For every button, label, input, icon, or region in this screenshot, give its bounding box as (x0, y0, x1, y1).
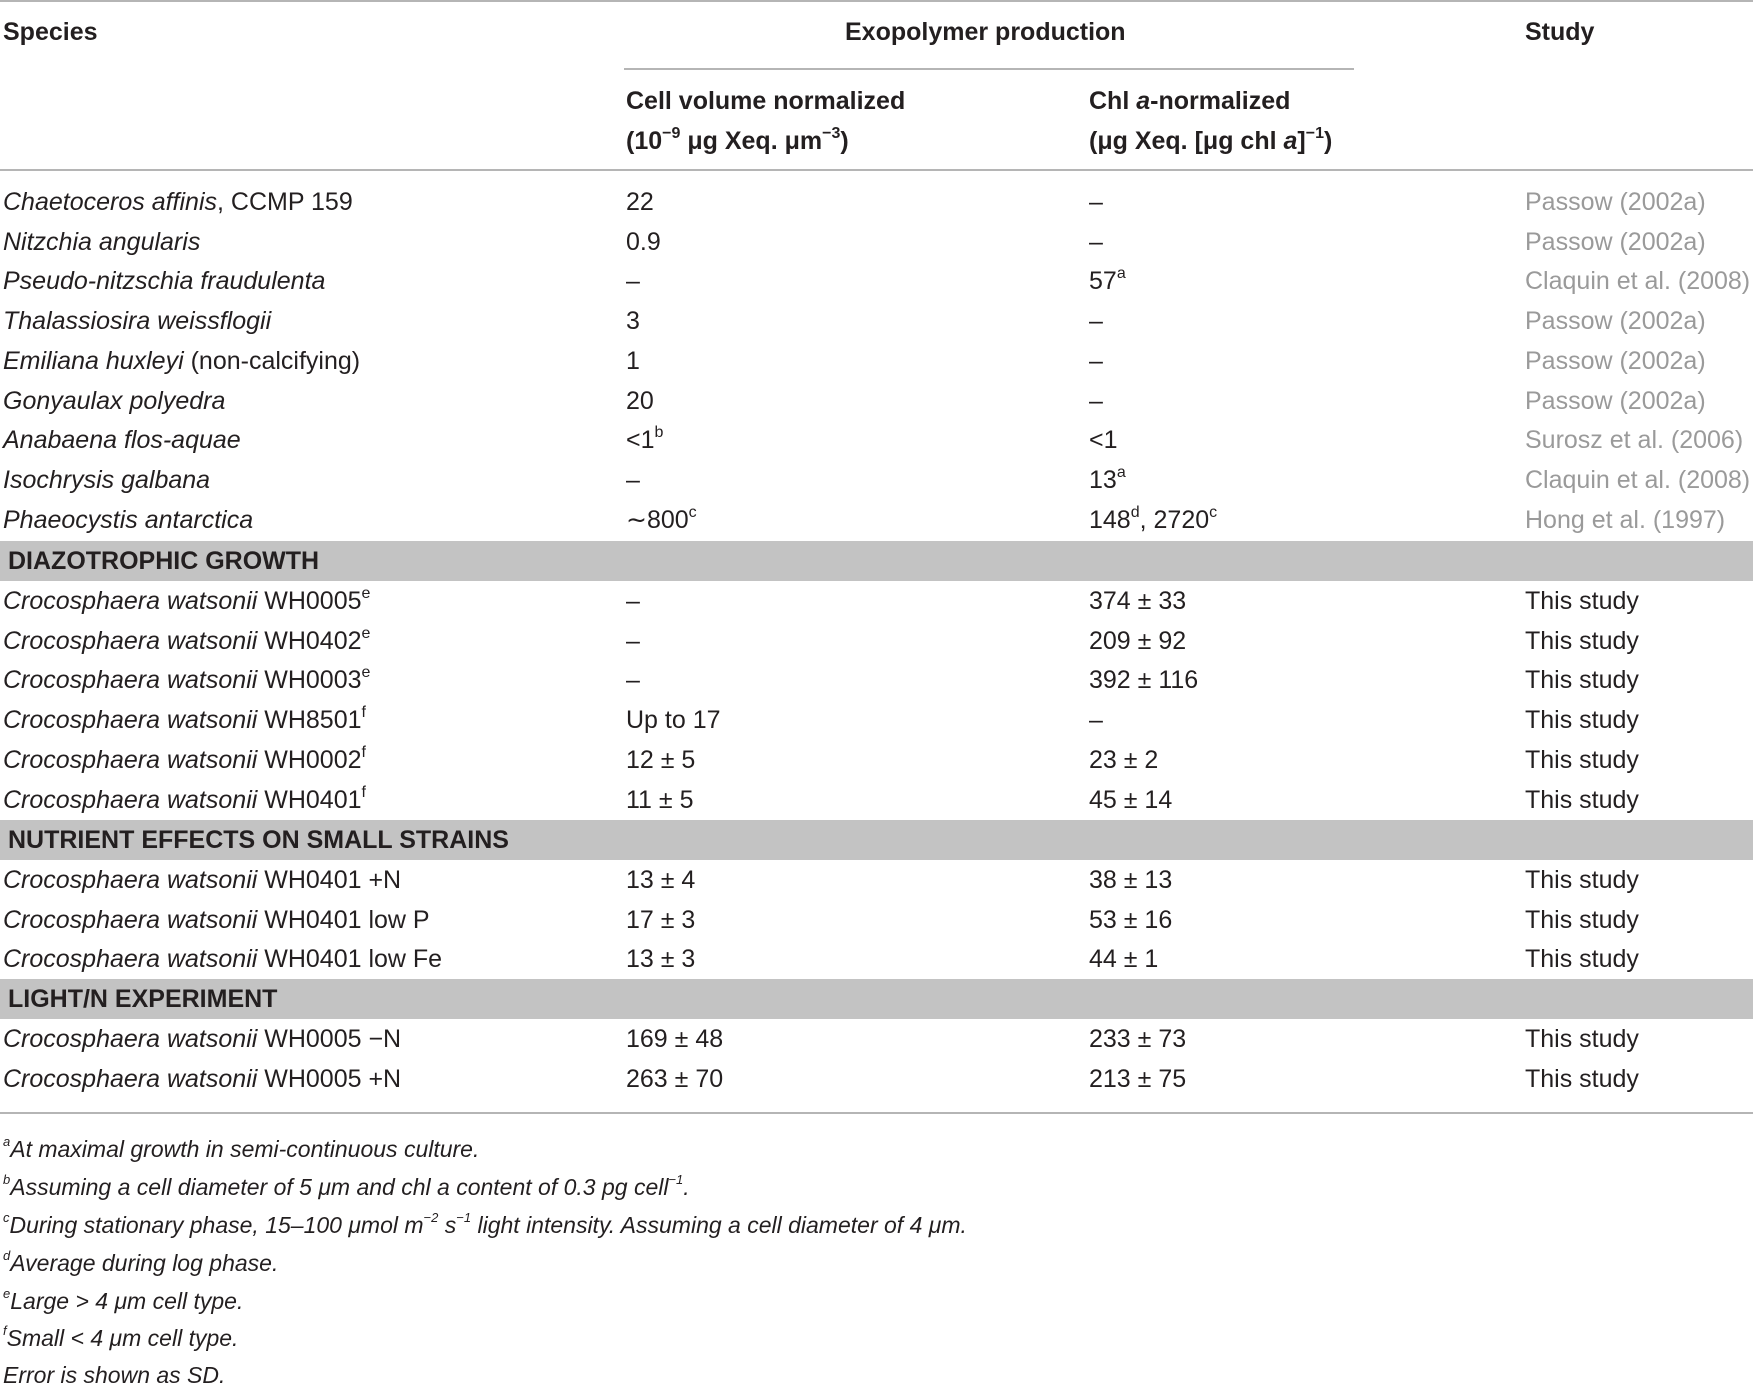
study-reference: Claquin et al. (2008) (1525, 466, 1751, 494)
study-reference: This study (1525, 866, 1639, 894)
species-name: Crocosphaera watsonii (3, 945, 258, 973)
chl-normalized-value (1089, 939, 1158, 979)
table-row (0, 381, 1753, 421)
chl-footnote-mark: a (1116, 264, 1126, 282)
study-reference: This study (1525, 906, 1639, 934)
study-reference: Passow (2002a) (1525, 307, 1706, 335)
study-reference: Passow (2002a) (1525, 347, 1706, 375)
cell-volume-value (626, 341, 640, 381)
chl-number: 57 (1089, 267, 1117, 295)
chl-normalized-value (1089, 341, 1103, 381)
species-name: Crocosphaera watsonii (3, 786, 258, 814)
chl-number: 374 ± 33 (1089, 587, 1187, 615)
species-cell (3, 660, 370, 700)
cell-volume-number: 17 ± 3 (626, 906, 696, 934)
chl-number: 44 ± 1 (1089, 945, 1159, 973)
species-name: Crocosphaera watsonii (3, 1025, 258, 1053)
cell-volume-number: 20 (626, 387, 654, 415)
species-detail: WH0005 (257, 587, 362, 615)
study-reference: Passow (2002a) (1525, 228, 1706, 256)
bottom-rule (0, 1112, 1753, 1114)
section-light-n-experiment: LIGHT/N EXPERIMENT (0, 979, 1753, 1019)
chl-normalized-value (1089, 301, 1103, 341)
table-row (0, 780, 1753, 820)
header-exopolymer-production: Exopolymer production (845, 18, 1126, 46)
header-rule (0, 169, 1753, 171)
cell-volume-number: – (626, 666, 640, 694)
cell-volume-number: – (626, 267, 640, 295)
species-name: Chaetoceros affinis (3, 188, 218, 216)
footnote-c: $^c$During stationary phase, 15–100 μmol $m^{-2}$ $s^{-1}$ light intensity. Assuming a cell diameter of 4 μm. (3, 1210, 967, 1238)
chl-number: 53 ± 16 (1089, 906, 1173, 934)
species-cell (3, 261, 325, 301)
table-row (0, 581, 1753, 621)
chl-normalized-value (1089, 860, 1172, 900)
species-footnote-mark: f (361, 783, 366, 801)
cell-volume-number: 0.9 (626, 228, 661, 256)
cell-volume-number: Up to 17 (626, 706, 721, 734)
species-cell (3, 621, 370, 661)
species-name: Nitzchia angularis (3, 228, 201, 256)
study-reference: This study (1525, 1025, 1639, 1053)
cell-volume-number: 169 ± 48 (626, 1025, 724, 1053)
cell-volume-value (626, 1019, 723, 1059)
chl-extra-footnote-mark: c (1209, 503, 1218, 521)
chl-number: – (1089, 307, 1103, 335)
species-detail: WH0401 (257, 786, 362, 814)
section-diazotrophic-growth: DIAZOTROPHIC GROWTH (0, 541, 1753, 581)
species-name: Crocosphaera watsonii (3, 627, 258, 655)
cell-volume-number: 13 ± 4 (626, 866, 696, 894)
species-cell (3, 939, 442, 979)
species-name: Crocosphaera watsonii (3, 866, 258, 894)
chl-extra-number: , 2720 (1139, 506, 1210, 534)
header-cell-volume: Cell volume normalized (626, 87, 906, 115)
species-name: Crocosphaera watsonii (3, 1065, 258, 1093)
study-reference: Claquin et al. (2008) (1525, 267, 1751, 295)
cell-volume-value (626, 860, 695, 900)
footnote-b: $^b$Assuming a cell diameter of 5 μm and chl a content of 0.3 pg cell$^{-1}$. (3, 1172, 690, 1200)
study-reference: This study (1525, 746, 1639, 774)
chl-normalized-value (1089, 581, 1186, 621)
section-nutrient-effects: NUTRIENT EFFECTS ON SMALL STRAINS (0, 820, 1753, 860)
cell-volume-value (626, 261, 640, 301)
chl-number: – (1089, 228, 1103, 256)
study-reference: This study (1525, 666, 1639, 694)
chl-number: 148 (1089, 506, 1131, 534)
cell-volume-value (626, 621, 640, 661)
species-cell (3, 581, 370, 621)
table-row (0, 222, 1753, 262)
footnote-a: $^a$At maximal growth in semi-continuous culture. (3, 1134, 480, 1162)
cell-volume-footnote-mark: c (688, 503, 697, 521)
species-detail: WH0003 (257, 666, 362, 694)
chl-number: 392 ± 116 (1089, 666, 1199, 694)
chl-normalized-value (1089, 660, 1198, 700)
cell-volume-value (626, 581, 640, 621)
species-footnote-mark: f (361, 743, 366, 761)
chl-normalized-value (1089, 381, 1103, 421)
cell-volume-value (626, 939, 695, 979)
table-row (0, 740, 1753, 780)
species-cell (3, 740, 366, 780)
chl-number: 209 ± 92 (1089, 627, 1187, 655)
study-reference: This study (1525, 627, 1639, 655)
species-name: Isochrysis galbana (3, 466, 211, 494)
chl-number: 23 ± 2 (1089, 746, 1159, 774)
table-row (0, 1019, 1753, 1059)
header-study: Study (1525, 18, 1595, 46)
header-species: Species (3, 18, 98, 46)
cell-volume-number: – (626, 466, 640, 494)
species-name: Phaeocystis antarctica (3, 506, 254, 534)
chl-footnote-mark: d (1130, 503, 1140, 521)
footnote-f: $^f$Small < 4 μm cell type. (3, 1323, 239, 1351)
footnote-d: $^d$Average during log phase. (3, 1248, 279, 1276)
table-row (0, 860, 1753, 900)
chl-normalized-value (1089, 621, 1186, 661)
cell-volume-value (626, 500, 697, 540)
species-cell (3, 341, 360, 381)
group-rule (624, 68, 1354, 70)
chl-number: 213 ± 75 (1089, 1065, 1187, 1093)
cell-volume-number: <1 (626, 426, 655, 454)
species-cell (3, 860, 401, 900)
chl-number: 45 ± 14 (1089, 786, 1173, 814)
chl-number: – (1089, 188, 1103, 216)
cell-volume-value (626, 420, 663, 460)
species-footnote-mark: e (361, 584, 371, 602)
chl-number: – (1089, 387, 1103, 415)
chl-normalized-value (1089, 740, 1158, 780)
species-detail: WH0005 −N (257, 1025, 402, 1053)
cell-volume-number: 13 ± 3 (626, 945, 696, 973)
study-reference: This study (1525, 706, 1639, 734)
species-cell (3, 900, 430, 940)
chl-normalized-value (1089, 460, 1126, 500)
chl-number: 13 (1089, 466, 1117, 494)
study-reference: This study (1525, 945, 1639, 973)
cell-volume-value (626, 381, 654, 421)
cell-volume-value (626, 660, 640, 700)
top-rule (0, 0, 1753, 2)
table-row (0, 301, 1753, 341)
chl-normalized-value (1089, 700, 1103, 740)
species-cell (3, 222, 200, 262)
cell-volume-value (626, 700, 721, 740)
species-detail: WH0005 +N (257, 1065, 402, 1093)
cell-volume-number: – (626, 587, 640, 615)
species-detail: WH0002 (257, 746, 362, 774)
cell-volume-value (626, 740, 695, 780)
cell-volume-value (626, 222, 661, 262)
table-row (0, 182, 1753, 222)
chl-normalized-value (1089, 500, 1217, 540)
table-row (0, 660, 1753, 700)
cell-volume-number: 3 (626, 307, 640, 335)
cell-volume-value (626, 780, 693, 820)
species-detail: WH0401 low Fe (257, 945, 443, 973)
cell-volume-number: 12 ± 5 (626, 746, 696, 774)
species-detail: WH0401 +N (257, 866, 402, 894)
footnote-error: Error is shown as SD. (3, 1362, 226, 1388)
species-name: Crocosphaera watsonii (3, 746, 258, 774)
table-row (0, 621, 1753, 661)
table-row (0, 700, 1753, 740)
study-reference: Hong et al. (1997) (1525, 506, 1726, 534)
chl-normalized-value (1089, 261, 1126, 301)
cell-volume-number: 22 (626, 188, 654, 216)
species-cell (3, 1059, 401, 1099)
species-detail: WH8501 (257, 706, 362, 734)
chl-number: 233 ± 73 (1089, 1025, 1187, 1053)
species-cell (3, 460, 210, 500)
cell-volume-number: – (626, 627, 640, 655)
chl-number: 38 ± 13 (1089, 866, 1173, 894)
species-name: Emiliana huxleyi (3, 347, 184, 375)
species-detail: , CCMP 159 (217, 188, 353, 216)
chl-normalized-value (1089, 900, 1172, 940)
chl-normalized-value (1089, 780, 1172, 820)
chl-number: – (1089, 347, 1103, 375)
table-row (0, 500, 1753, 540)
cell-volume-number: 1 (626, 347, 640, 375)
species-cell (3, 182, 353, 222)
species-detail: WH0402 (257, 627, 362, 655)
species-cell (3, 381, 225, 421)
chl-normalized-value (1089, 420, 1118, 460)
header-chl-unit: (μg Xeq. [μg chl a]$^{-1}$) (1089, 124, 1333, 155)
species-name: Thalassiosira weissflogii (3, 307, 272, 335)
chl-footnote-mark: a (1116, 463, 1126, 481)
cell-volume-value (626, 301, 640, 341)
table-row (0, 1059, 1753, 1099)
cell-volume-value (626, 1059, 723, 1099)
species-name: Crocosphaera watsonii (3, 666, 258, 694)
species-cell (3, 780, 366, 820)
table-row (0, 261, 1753, 301)
chl-number: <1 (1089, 426, 1118, 454)
species-name: Gonyaulax polyedra (3, 387, 226, 415)
table-row (0, 939, 1753, 979)
cell-volume-footnote-mark: b (654, 423, 664, 441)
species-footnote-mark: f (361, 703, 366, 721)
species-name: Anabaena flos-aquae (3, 426, 241, 454)
study-reference: Passow (2002a) (1525, 387, 1706, 415)
species-detail: (non-calcifying) (183, 347, 361, 375)
species-footnote-mark: e (361, 624, 371, 642)
study-reference: Surosz et al. (2006) (1525, 426, 1744, 454)
species-cell (3, 301, 271, 341)
table-row (0, 460, 1753, 500)
table-row (0, 900, 1753, 940)
chl-normalized-value (1089, 1059, 1186, 1099)
study-reference: This study (1525, 1065, 1639, 1093)
cell-volume-number: 11 ± 5 (626, 786, 694, 814)
cell-volume-number: 263 ± 70 (626, 1065, 724, 1093)
header-chl-normalized: Chl a-normalized (1089, 87, 1291, 115)
chl-number: – (1089, 706, 1103, 734)
species-name: Crocosphaera watsonii (3, 706, 258, 734)
species-cell (3, 500, 253, 540)
species-cell (3, 1019, 401, 1059)
species-detail: WH0401 low P (257, 906, 430, 934)
header-cell-volume-unit: ($10^{-9}$ μg Xeq. $\mu m^{-3}$) (626, 124, 849, 155)
cell-volume-number: ∼800 (626, 506, 689, 534)
cell-volume-value (626, 182, 654, 222)
chl-normalized-value (1089, 182, 1103, 222)
cell-volume-value (626, 900, 695, 940)
study-reference: This study (1525, 786, 1639, 814)
study-reference: Passow (2002a) (1525, 188, 1706, 216)
footnote-e: $^e$Large > 4 μm cell type. (3, 1286, 244, 1314)
table-row (0, 341, 1753, 381)
chl-normalized-value (1089, 1019, 1186, 1059)
study-reference: This study (1525, 587, 1639, 615)
species-name: Crocosphaera watsonii (3, 587, 258, 615)
species-name: Crocosphaera watsonii (3, 906, 258, 934)
species-cell (3, 420, 241, 460)
species-name: Pseudo-nitzschia fraudulenta (3, 267, 326, 295)
table-row (0, 420, 1753, 460)
species-footnote-mark: e (361, 663, 371, 681)
cell-volume-value (626, 460, 640, 500)
chl-normalized-value (1089, 222, 1103, 262)
species-cell (3, 700, 366, 740)
